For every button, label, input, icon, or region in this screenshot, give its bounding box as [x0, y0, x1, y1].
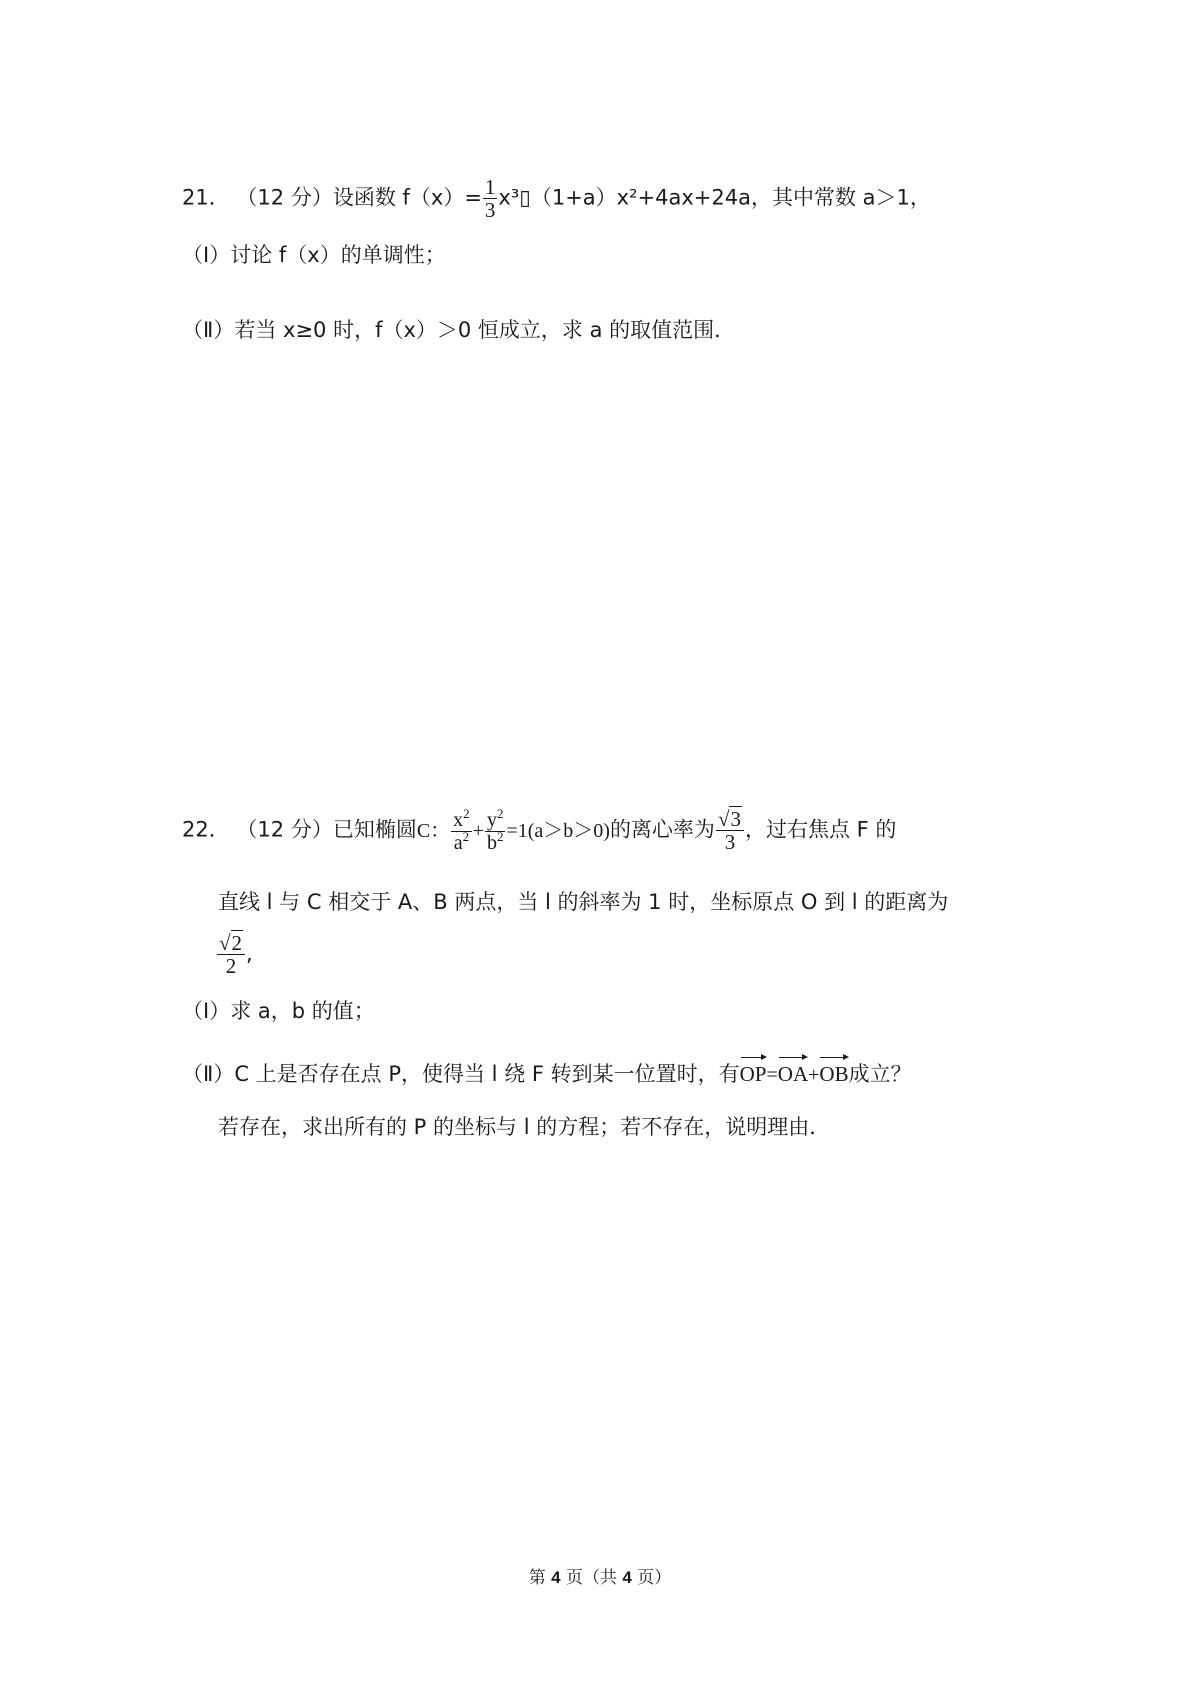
vector-plus: + — [808, 1064, 820, 1086]
ellipse-name: C： — [416, 819, 451, 842]
page-number: 4 — [551, 1568, 561, 1587]
q22-stem-text-b: 的离心率为 — [609, 817, 715, 842]
equation-rest: =1(a＞b＞0) — [506, 819, 610, 842]
distance-fraction-line — [216, 932, 253, 977]
comma: , — [246, 941, 253, 966]
q22-part1: （Ⅰ）求 a，b 的值； — [182, 999, 375, 1023]
q21-stem-text-b: x³ — [498, 185, 520, 210]
q22-line2: 直线 l 与 C 相交于 A、B 两点，当 l 的斜率为 1 时，坐标原点 O 到 l 的距离为 — [218, 890, 949, 914]
q22-number: 22． — [182, 817, 230, 842]
q21-stem-text-a: 设函数 f（x）= — [332, 185, 482, 210]
q22-part2-text-a: （Ⅱ）C 上是否存在点 P，使得当 l 绕 F 转到某一位置时，有 — [182, 1062, 740, 1086]
q22-part2-continuation: 若存在，求出所有的 P 的坐标与 l 的方程；若不存在，说明理由． — [218, 1115, 831, 1139]
q21-stem-text-c: （1+a）x²+4ax+24a，其中常数 a＞1， — [530, 185, 931, 210]
q22-stem-text-a: 已知椭圆 — [332, 817, 417, 842]
q22-stem — [182, 808, 896, 854]
q22-part2-text-b: 成立？ — [848, 1062, 912, 1086]
y-fraction: $\frac{y^2}{b^2}$ — [486, 806, 504, 855]
q22-part2 — [182, 1055, 912, 1090]
q21-part2: （Ⅱ）若当 x≥0 时，f（x）＞0 恒成立，求 a 的取值范围． — [182, 318, 736, 342]
q21-frac-num: 1 — [484, 175, 496, 199]
missing-glyph-box: ▯ — [519, 185, 531, 210]
q21-frac-den: 3 — [484, 198, 496, 222]
page-total: 4 — [622, 1568, 632, 1587]
q21-part1: （Ⅰ）讨论 f（x）的单调性； — [182, 243, 446, 267]
vector-oa: OA — [778, 1055, 808, 1089]
q21-number: 21． — [182, 185, 230, 210]
x-fraction: $\frac{x^2}{a^2}$ — [453, 806, 470, 855]
ellipse-equation — [416, 806, 610, 855]
vector-equals: = — [766, 1064, 778, 1086]
q21-stem — [182, 176, 931, 221]
sqrt-icon: √ — [219, 931, 231, 955]
sqrt-icon: √ — [717, 807, 730, 831]
page-footer: 第 4 页（共 4 页） — [528, 1568, 672, 1588]
vector-ob: OB — [819, 1055, 848, 1089]
q22-stem-text-c: ，过右焦点 F 的 — [744, 817, 897, 842]
plus-sign: + — [472, 819, 484, 842]
distance-fraction: $\frac{√2}{2}$ — [217, 932, 245, 977]
q22-score: （12 分） — [236, 817, 333, 842]
q21-score: （12 分） — [236, 185, 333, 210]
q21-fraction — [483, 176, 498, 221]
eccentricity-fraction: $\frac{√3}{3}$ — [716, 808, 744, 853]
vector-op: OP — [740, 1055, 767, 1089]
